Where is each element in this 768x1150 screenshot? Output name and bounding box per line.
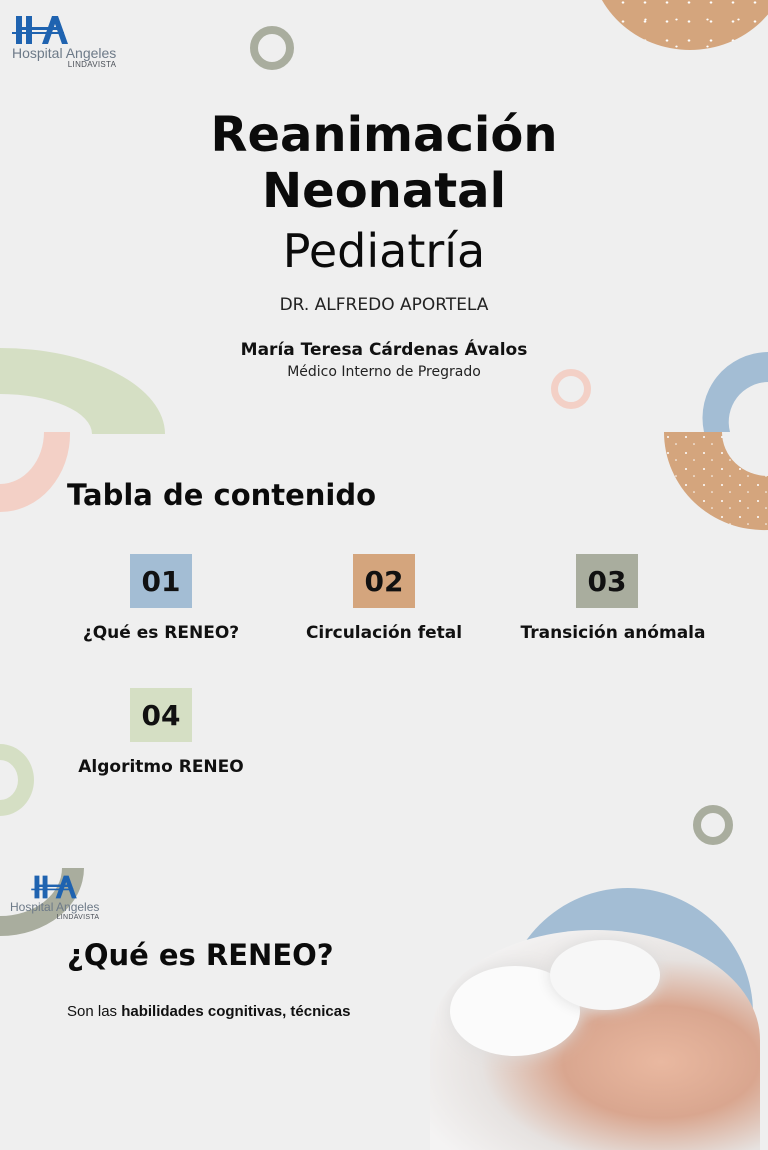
section-body-plain: Son las	[67, 1003, 122, 1020]
procedure-photo	[430, 930, 760, 1150]
hospital-logo-secondary-sub: LINDAVISTA	[56, 914, 100, 921]
hospital-logo-sub: LINDAVISTA	[67, 60, 117, 69]
hospital-logo-secondary-name: Hospital Angeles	[10, 900, 100, 914]
decor-tan-arc-right	[664, 432, 768, 532]
hospital-logo[interactable]	[12, 14, 116, 69]
subtitle: Pediatría	[282, 224, 486, 278]
decor-sage-arch-left	[0, 348, 170, 438]
author-name: María Teresa Cárdenas Ávalos	[240, 340, 528, 360]
decor-pink-arc-left	[0, 432, 72, 518]
author-role: Médico Interno de Pregrado	[287, 364, 481, 380]
doctor-name: DR. ALFREDO APORTELA	[279, 295, 489, 315]
section-body-text	[67, 1003, 350, 1020]
section-body-bold: habilidades cognitivas, técnicas	[121, 1003, 351, 1020]
hospital-logo-secondary-icon	[30, 874, 78, 900]
section-heading: ¿Qué es RENEO?	[67, 938, 334, 972]
hospital-logo-name: Hospital Angeles	[12, 45, 117, 61]
title-line-2: Neonatal	[261, 163, 507, 219]
toc-number-03[interactable]: 03	[576, 554, 638, 608]
decor-gray-ring	[250, 26, 294, 70]
title-line-1: Reanimación	[210, 107, 558, 163]
toc-number-04[interactable]: 04	[130, 688, 192, 742]
toc-number-01[interactable]: 01	[130, 554, 192, 608]
toc-title-03[interactable]: Transición anómala	[520, 623, 706, 643]
toc-title-04[interactable]: Algoritmo RENEO	[78, 757, 244, 777]
decor-tan-arch-top	[590, 0, 768, 50]
toc-title-02[interactable]: Circulación fetal	[305, 623, 463, 643]
toc-heading: Tabla de contenido	[67, 478, 377, 512]
decor-gray-ring-right	[693, 805, 733, 845]
decor-sage-ring-left	[0, 744, 36, 816]
toc-number-02[interactable]: 02	[353, 554, 415, 608]
hospital-logo-secondary[interactable]	[10, 874, 99, 921]
toc-title-01[interactable]: ¿Qué es RENEO?	[82, 623, 240, 643]
hospital-logo-icon	[12, 14, 68, 46]
